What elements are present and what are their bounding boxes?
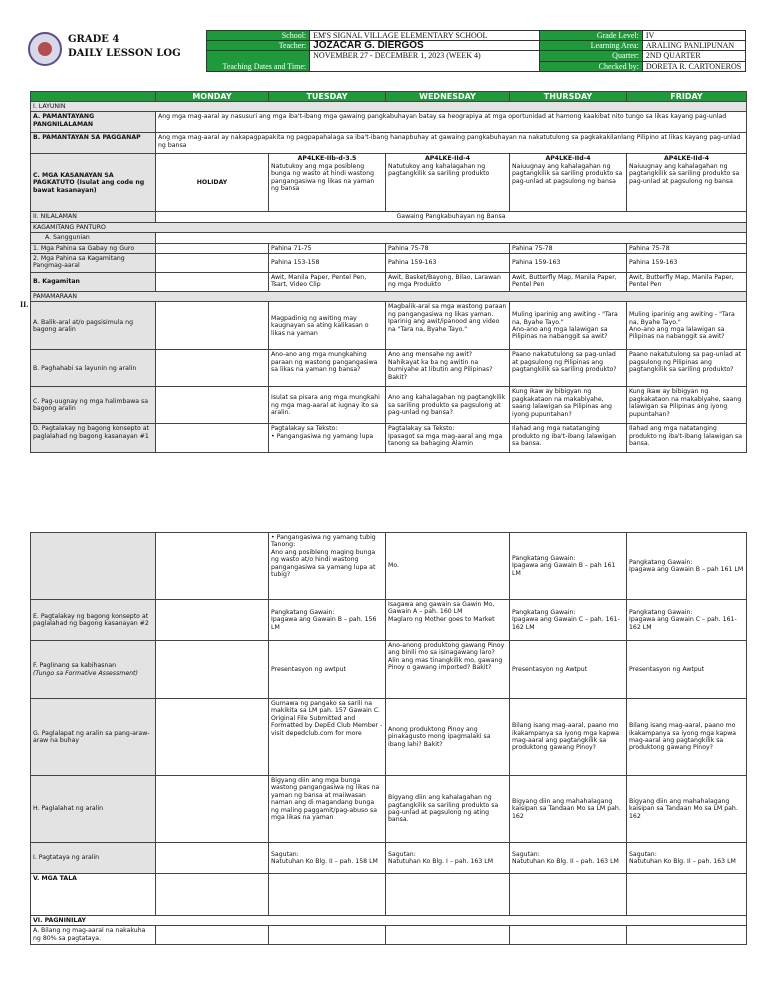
day-header-row bbox=[31, 92, 747, 102]
kagamitang-row bbox=[31, 254, 747, 273]
kagamitan-row bbox=[31, 222, 747, 232]
kagamitang-tuesday: Pahina 153-158 bbox=[269, 254, 386, 273]
pamantayang-text: Ang mga mag-aaral ay nasusuri ang mga iba't-ibang mga gawaing pangkabuhayan batay sa heograpiya at mga oportunidad at hamong kaakibat nito tungo sa likas kayang pag-unlad bbox=[156, 112, 747, 133]
nilalaman-row bbox=[31, 212, 747, 222]
kagamitan-b-tuesday: Awit, Manila Paper, Pentel Pen, Tsart, Video Clip bbox=[269, 273, 386, 292]
gabay-monday bbox=[156, 243, 269, 253]
pagganap-text: Ang mga mag-aaral ay nakapagpapakita ng pagpapahalaga sa iba't-ibang hanapbuhay at gawaing pangkabuhayan na nakatutulong sa pagkakakilanlang Pilipino at likas kayang pag-unlad ng bansa bbox=[156, 133, 747, 154]
kagamitan-b-monday bbox=[156, 273, 269, 292]
kasanayan-wednesday bbox=[386, 154, 510, 212]
d2-friday: Pangkatang Gawain: Ipagawa ang Gawain B – pah 161 LM bbox=[627, 533, 747, 600]
row-f bbox=[31, 641, 747, 699]
row-c bbox=[31, 387, 747, 424]
sanggunian-label: A. Sanggunian bbox=[31, 233, 156, 243]
c-wednesday: Ano ang kahalagahan ng pagtangkilik sa sariling produkto sa pagsulong at pag-unlad ng bansa? bbox=[386, 387, 510, 424]
kasanayan-text-thursday: Naiuugnay ang kahalagahan ng pagtangkilik sa sariling produkto sa pag-unlad at pagsulong ng bansa bbox=[512, 162, 623, 185]
f-friday: Presentasyon ng Awtput bbox=[627, 641, 747, 699]
f-thursday: Presentasyon ng Awtput bbox=[510, 641, 627, 699]
e-monday bbox=[156, 600, 269, 641]
e-tuesday: Pangkatang Gawain: Ipagawa ang Gawain B – pah. 156 LM bbox=[269, 600, 386, 641]
kasanayan-title: C. MGA KASANAYAN SA PAGKATUTO bbox=[33, 171, 114, 187]
lesson-table-page-1 bbox=[30, 91, 747, 453]
tala-thursday bbox=[510, 874, 627, 916]
row-i bbox=[31, 843, 747, 874]
d-cont-monday bbox=[156, 533, 269, 600]
row-tala bbox=[31, 874, 747, 916]
a-tuesday: Magpadinig ng awiting may kaugnayan sa ating kalikasan o likas na yaman bbox=[269, 302, 386, 350]
e-wednesday-gawain: Isagawa ang gawain sa Gawin Mo, Gawain A – pah. 160 LM Maglaro ng Mother goes to Market bbox=[388, 601, 495, 623]
a-monday bbox=[156, 302, 269, 350]
grade-level-label: Grade Level: bbox=[539, 31, 642, 41]
i-wednesday: Sagutan: Natutuhan Ko Blg. I – pah. 163 LM bbox=[386, 843, 510, 874]
bilang-friday bbox=[627, 926, 747, 945]
b-wednesday: Ano ang mensahe ng awit? Nahikayat ka ba ng awitin na bumiyahe at libutin ang Pilipinas? Bakit? bbox=[386, 350, 510, 387]
label-e: E. Pagtalakay ng bagong konsepto at paglalahad ng bagong kasanayan #2 bbox=[31, 600, 156, 641]
bilang-monday bbox=[156, 926, 269, 945]
bilang-wednesday bbox=[386, 926, 510, 945]
teacher-label: Teacher: bbox=[207, 41, 310, 51]
pagganap-row bbox=[31, 133, 747, 154]
f-tuesday: Presentasyon ng awtput bbox=[269, 641, 386, 699]
bilang-thursday bbox=[510, 926, 627, 945]
kasanayan-tuesday bbox=[269, 154, 386, 212]
teacher-value: JOZACAR G. DIERGOS bbox=[310, 41, 540, 51]
kagamitang-friday: Pahina 159-163 bbox=[627, 254, 747, 273]
gabay-wednesday: Pahina 75-78 bbox=[386, 243, 510, 253]
pagganap-label: B. PAMANTAYAN SA PAGGANAP bbox=[31, 133, 156, 154]
label-d: D. Pagtalakay ng bagong konsepto at paglalahad ng bagong kasanayan #1 bbox=[31, 424, 156, 453]
quarter-label: Quarter: bbox=[539, 51, 642, 62]
label-c: C. Pag-uugnay ng mga halimbawa sa bagong aralin bbox=[31, 387, 156, 424]
kasanayan-friday bbox=[627, 154, 747, 212]
kagamitang-label: 2. Mga Pahina sa Kagamitang Pangmag-aaral bbox=[31, 254, 156, 273]
pagninilay-heading: VI. PAGNINILAY bbox=[31, 916, 747, 926]
kasanayan-text-friday: Naiuugnay ang kahalagahan ng pagtangkilik sa sariling produkto sa pag-unlad at pagsulong ng bansa bbox=[629, 162, 740, 185]
pamamaraan-heading: PAMAMARAAN bbox=[31, 292, 747, 302]
gabay-thursday: Pahina 75-78 bbox=[510, 243, 627, 253]
nilalaman-text: Gawaing Pangkabuhayan ng Bansa bbox=[156, 212, 747, 222]
kasanayan-text-wednesday: Natutukoy ang kahalagahan ng pagtangkilik sa sariling produkto bbox=[388, 162, 490, 178]
roman-ii-marker: II. bbox=[20, 300, 29, 309]
label-f-title: F. Paglinang sa kabihasnan bbox=[33, 662, 117, 670]
day-monday: MONDAY bbox=[156, 92, 269, 102]
checked-by-label: Checked by: bbox=[539, 61, 642, 72]
gabay-friday: Pahina 75-78 bbox=[627, 243, 747, 253]
kagamitan-b-label: B. Kagamitan bbox=[31, 273, 156, 292]
teaching-dates-value: NOVEMBER 27 - DECEMBER 1, 2023 (WEEK 4) bbox=[310, 51, 540, 72]
label-i: I. Pagtataya ng aralin bbox=[31, 843, 156, 874]
sanggunian-blank bbox=[156, 233, 747, 243]
sanggunian-row bbox=[31, 233, 747, 243]
code-thursday: AP4LKE-IId-4 bbox=[545, 155, 591, 163]
checked-by-value: DORETA R. CARTONEROS bbox=[642, 61, 745, 72]
b-tuesday: Ano-ano ang mga mungkahing paraan ng wastong pangangasiwa sa likas na yaman ng bansa? bbox=[269, 350, 386, 387]
day-header-blank bbox=[31, 92, 156, 102]
grade-title: GRADE 4 bbox=[68, 34, 120, 45]
d-wednesday: Pagtalakay sa Teksto: Ipasagot sa mga mag-aaral ang mga tanong sa bahaging Alamin bbox=[386, 424, 510, 453]
kagamitang-monday bbox=[156, 254, 269, 273]
d-friday: Ilahad ang mga natatanging produkto ng iba't-ibang lalawigan sa bansa. bbox=[627, 424, 747, 453]
d-monday bbox=[156, 424, 269, 453]
d-thursday: Ilahad ang mga natatanging produkto ng iba't-ibang lalawigan sa bansa. bbox=[510, 424, 627, 453]
d2-tuesday: • Pangangasiwa ng yamang tubig Tanong: Ano ang posibleng maging bunga ng wasto at/o hindi wastong pangangasiwa sa yamang lupa at tubig? bbox=[269, 533, 386, 600]
day-thursday: THURSDAY bbox=[510, 92, 627, 102]
row-bilang bbox=[31, 926, 747, 945]
label-b: B. Paghahabi sa layunin ng aralin bbox=[31, 350, 156, 387]
e-friday: Pangkatang Gawain: Ipagawa ang Gawain C – pah. 161-162 LM bbox=[627, 600, 747, 641]
row-a bbox=[31, 302, 747, 350]
holiday-cell: HOLIDAY bbox=[156, 154, 269, 212]
code-friday: AP4LKE-IId-4 bbox=[663, 155, 710, 163]
g-monday bbox=[156, 699, 269, 776]
label-g: G. Paglalapat ng aralin sa pang-araw-araw na buhay bbox=[31, 699, 156, 776]
lesson-table-page-2 bbox=[30, 532, 747, 945]
daily-lesson-log-title: DAILY LESSON LOG bbox=[68, 48, 181, 59]
row-d bbox=[31, 424, 747, 453]
row-h bbox=[31, 776, 747, 843]
header-info-table bbox=[206, 30, 746, 72]
day-tuesday: TUESDAY bbox=[269, 92, 386, 102]
layunin-heading: I. LAYUNIN bbox=[31, 102, 747, 112]
day-friday: FRIDAY bbox=[627, 92, 747, 102]
g-wednesday: Anong produktong Pinoy ang pinakagusto mong ipagmalaki sa ibang lahi? Bakit? bbox=[386, 699, 510, 776]
kasanayan-label bbox=[31, 154, 156, 212]
c-friday: Kung ikaw ay bibigyan ng pagkakataon na makabiyahe, saang lalawigan sa Pilipinas ang iyong pupuntahan? bbox=[627, 387, 747, 424]
nilalaman-label: II. NILALAMAN bbox=[31, 212, 156, 222]
e-wednesday bbox=[386, 600, 510, 641]
b-friday: Paano nakatutulong sa pag-unlad at pagsulong ng Pilipinas ang pagtangkilik sa sariling produkto? bbox=[627, 350, 747, 387]
d-tuesday: Pagtalakay sa Teksto: • Pangangasiwa ng yamang lupa bbox=[269, 424, 386, 453]
kagamitan-b-wednesday: Awit, Basket/Bayong, Bilao, Larawan ng mga Produkto bbox=[386, 273, 510, 292]
d-cont-label-blank bbox=[31, 533, 156, 600]
tala-wednesday bbox=[386, 874, 510, 916]
kagamitan-heading: KAGAMITANG PANTURO bbox=[31, 222, 747, 232]
kasanayan-row bbox=[31, 154, 747, 212]
pamantayang-row bbox=[31, 112, 747, 133]
c-tuesday: Isulat sa pisara ang mga mungkahi ng mga mag-aaral at iugnay ito sa aralin. bbox=[269, 387, 386, 424]
kagamitan-b-thursday: Awit, Butterfly Map, Manila Paper, Pentel Pen bbox=[510, 273, 627, 292]
h-friday: Bigyang diin ang mahahalagang kaisipan sa Tandaan Mo sa LM pah. 162 bbox=[627, 776, 747, 843]
row-b bbox=[31, 350, 747, 387]
row-g bbox=[31, 699, 747, 776]
layunin-row bbox=[31, 102, 747, 112]
pamamaraan-row bbox=[31, 292, 747, 302]
a-friday: Muling iparinig ang awiting - "Tara na, Byahe Tayo." Ano-ano ang mga lalawigan sa Pilipinas na nabanggit sa awit? bbox=[627, 302, 747, 350]
h-tuesday: Bigyang diin ang mga bunga wastong pangangasiwa ng likas na yaman ng bansa at maiiwasan naman ang di magandang bunga ng maling paggamit/pag-abuso sa mga likas na yaman bbox=[269, 776, 386, 843]
tala-tuesday bbox=[269, 874, 386, 916]
label-f-note: (Tungo sa Formative Assessment) bbox=[33, 669, 138, 677]
i-thursday: Sagutan: Natutuhan Ko Blg. II – pah. 163 LM bbox=[510, 843, 627, 874]
i-monday bbox=[156, 843, 269, 874]
deped-seal-logo bbox=[28, 32, 62, 66]
day-wednesday: WEDNESDAY bbox=[386, 92, 510, 102]
row-e bbox=[31, 600, 747, 641]
b-monday bbox=[156, 350, 269, 387]
gabay-row bbox=[31, 243, 747, 253]
kagamitan-b-friday: Awit, Butterfly Map, Manila Paper, Pentel Pen bbox=[627, 273, 747, 292]
g-friday: Bilang isang mag-aaral, paano mo ikakampanya sa iyong mga kapwa mag-aaral ang pagtangkilik sa produktong gawang Pinoy? bbox=[627, 699, 747, 776]
h-monday bbox=[156, 776, 269, 843]
label-h: H. Paglalahat ng aralin bbox=[31, 776, 156, 843]
code-wednesday: AP4LKE-IId-4 bbox=[424, 155, 471, 163]
i-friday: Sagutan: Natutuhan Ko Blg. II – pah. 163 LM bbox=[627, 843, 747, 874]
label-a: A. Balik-aral at/o pagsisimula ng bagong aralin bbox=[31, 302, 156, 350]
header bbox=[28, 30, 746, 81]
bilang-tuesday bbox=[269, 926, 386, 945]
d2-wednesday: Mo. bbox=[386, 533, 510, 600]
kasanayan-thursday bbox=[510, 154, 627, 212]
tala-monday bbox=[156, 874, 269, 916]
f-wednesday: Ano-anong produktong gawang Pinoy ang binili mo sa isinagawang laro? Alin ang mas tinangkilik mo, gawang Pinoy o gawang imported? Bakit? bbox=[386, 641, 510, 699]
row-d-continued bbox=[31, 533, 747, 600]
school-label: School: bbox=[207, 31, 310, 41]
kasanayan-note: (Isulat ang code ng bawat kasanayan) bbox=[33, 179, 145, 194]
i-tuesday: Sagutan: Natutuhan Ko Blg. II – pah. 158 LM bbox=[269, 843, 386, 874]
kagamitang-thursday: Pahina 159-163 bbox=[510, 254, 627, 273]
school-value: EM'S SIGNAL VILLAGE ELEMENTARY SCHOOL bbox=[310, 31, 540, 41]
f-monday bbox=[156, 641, 269, 699]
kagamitang-wednesday: Pahina 159-163 bbox=[386, 254, 510, 273]
bilang-label: A. Bilang ng mag-aaral na nakakuha ng 80% sa pagtataya. bbox=[31, 926, 156, 945]
h-wednesday: Bigyang diin ang kahalagahan ng pagtangkilik sa sariling produkto sa pag-unlad at pagsulong ng ating bansa. bbox=[386, 776, 510, 843]
kagamitan-b-row bbox=[31, 273, 747, 292]
c-thursday: Kung ikaw ay bibigyan ng pagkakataon na makabiyahe, saang lalawigan sa Pilipinas ang iyong pupuntahan? bbox=[510, 387, 627, 424]
row-pagninilay bbox=[31, 916, 747, 926]
b-thursday: Paano nakatutulong sa pag-unlad at pagsulong ng Pilipinas ang pagtangkilik sa sariling produkto? bbox=[510, 350, 627, 387]
tala-label: V. MGA TALA bbox=[31, 874, 156, 916]
tala-friday bbox=[627, 874, 747, 916]
e-thursday: Pangkatang Gawain: Ipagawa ang Gawain C – pah. 161-162 LM bbox=[510, 600, 627, 641]
a-wednesday: Magbalik-aral sa mga wastong paraan ng pangangasiwa ng likas yaman. Iparinig ang awit/ipanood ang video na "Tara na, Byahe Tayo." bbox=[386, 302, 510, 350]
g-thursday: Bilang isang mag-aaral, paano mo ikakampanya sa iyong mga kapwa mag-aaral ang pagtangkilik sa produktong gawang Pinoy? bbox=[510, 699, 627, 776]
quarter-value: 2ND QUARTER bbox=[642, 51, 745, 62]
kasanayan-text-tuesday: Natutukoy ang mga posibleng bunga ng wasto at hindi wastong pangangasiwa ng likas na yaman ng bansa bbox=[271, 162, 375, 193]
d2-thursday: Pangkatang Gawain: Ipagawa ang Gawain B – pah 161 LM bbox=[510, 533, 627, 600]
label-f bbox=[31, 641, 156, 699]
gabay-label: 1. Mga Pahina sa Gabay ng Guro bbox=[31, 243, 156, 253]
code-tuesday: AP4LKE-IIb-d-3.5 bbox=[297, 155, 357, 163]
g-tuesday: Gumawa ng pangako sa sarili na makikita sa LM pah. 157 Gawain C. Original File Submitted and Formatted by DepEd Club Member - visit depedclub.com for more bbox=[269, 699, 386, 776]
document-title bbox=[68, 33, 181, 61]
h-thursday: Bigyang diin ang mahahalagang kaisipan sa Tandaan Mo sa LM pah. 162 bbox=[510, 776, 627, 843]
grade-level-value: IV bbox=[642, 31, 745, 41]
gabay-tuesday: Pahina 71-75 bbox=[269, 243, 386, 253]
learning-area-label: Learning Area: bbox=[539, 41, 642, 51]
teaching-dates-label: Teaching Dates and Time: bbox=[207, 51, 310, 72]
learning-area-value: ARALING PANLIPUNAN bbox=[642, 41, 745, 51]
pamantayang-label: A. PAMANTAYANG PANGNILALAMAN bbox=[31, 112, 156, 133]
c-monday bbox=[156, 387, 269, 424]
a-thursday: Muling iparinig ang awiting - "Tara na, Byahe Tayo." Ano-ano ang mga lalawigan sa Pilipinas na nabanggit sa awit? bbox=[510, 302, 627, 350]
